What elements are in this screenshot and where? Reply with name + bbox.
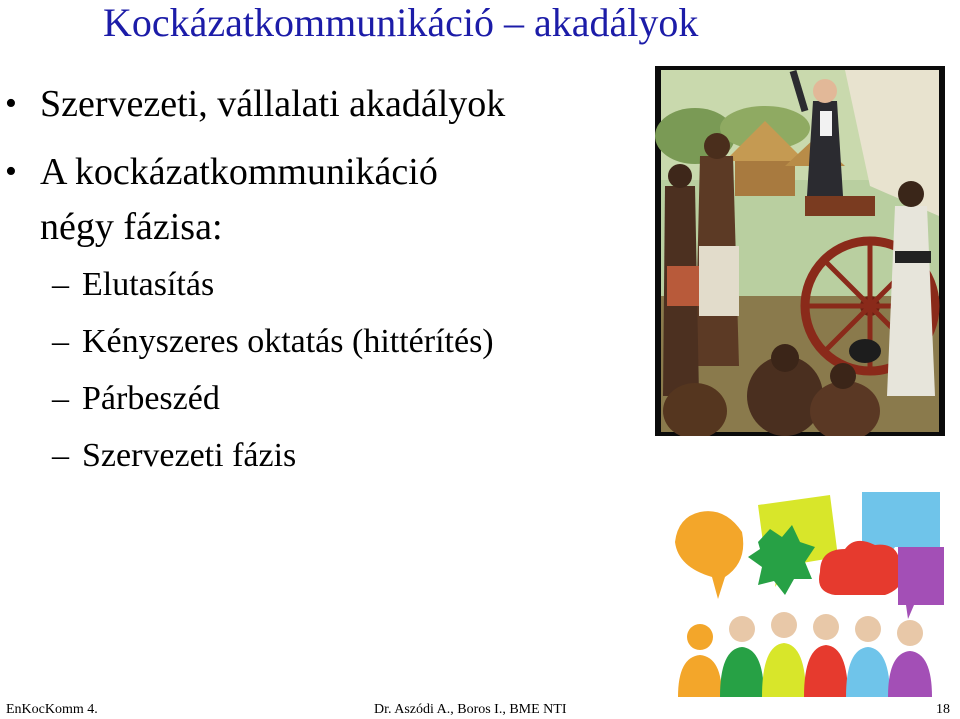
sub-item-text: Kényszeres oktatás (hittérítés) bbox=[82, 323, 494, 360]
bullet-text: A kockázatkommunikáció bbox=[40, 151, 438, 193]
dash-marker: – bbox=[52, 323, 69, 360]
dash-marker: – bbox=[52, 437, 69, 474]
missionary-preaching-illustration bbox=[655, 66, 945, 436]
bullet-text: Szervezeti, vállalati akadályok bbox=[40, 83, 506, 125]
dash-marker: – bbox=[52, 266, 69, 303]
sub-item-text: Szervezeti fázis bbox=[82, 437, 297, 474]
footer-authors: Dr. Aszódi A., Boros I., BME NTI bbox=[374, 702, 567, 717]
sub-item-text: Párbeszéd bbox=[82, 380, 220, 417]
slide-title: Kockázatkommunikáció – akadályok bbox=[103, 0, 699, 45]
bullet-text: négy fázisa: bbox=[40, 206, 223, 248]
sub-item-text: Elutasítás bbox=[82, 266, 215, 303]
bullet-marker: • bbox=[5, 153, 17, 190]
dash-marker: – bbox=[52, 380, 69, 417]
people-speech-bubbles-icon bbox=[670, 487, 948, 697]
bullet-marker: • bbox=[5, 85, 17, 122]
footer-left: EnKocKomm 4. bbox=[6, 702, 98, 717]
page-number: 18 bbox=[936, 702, 950, 717]
